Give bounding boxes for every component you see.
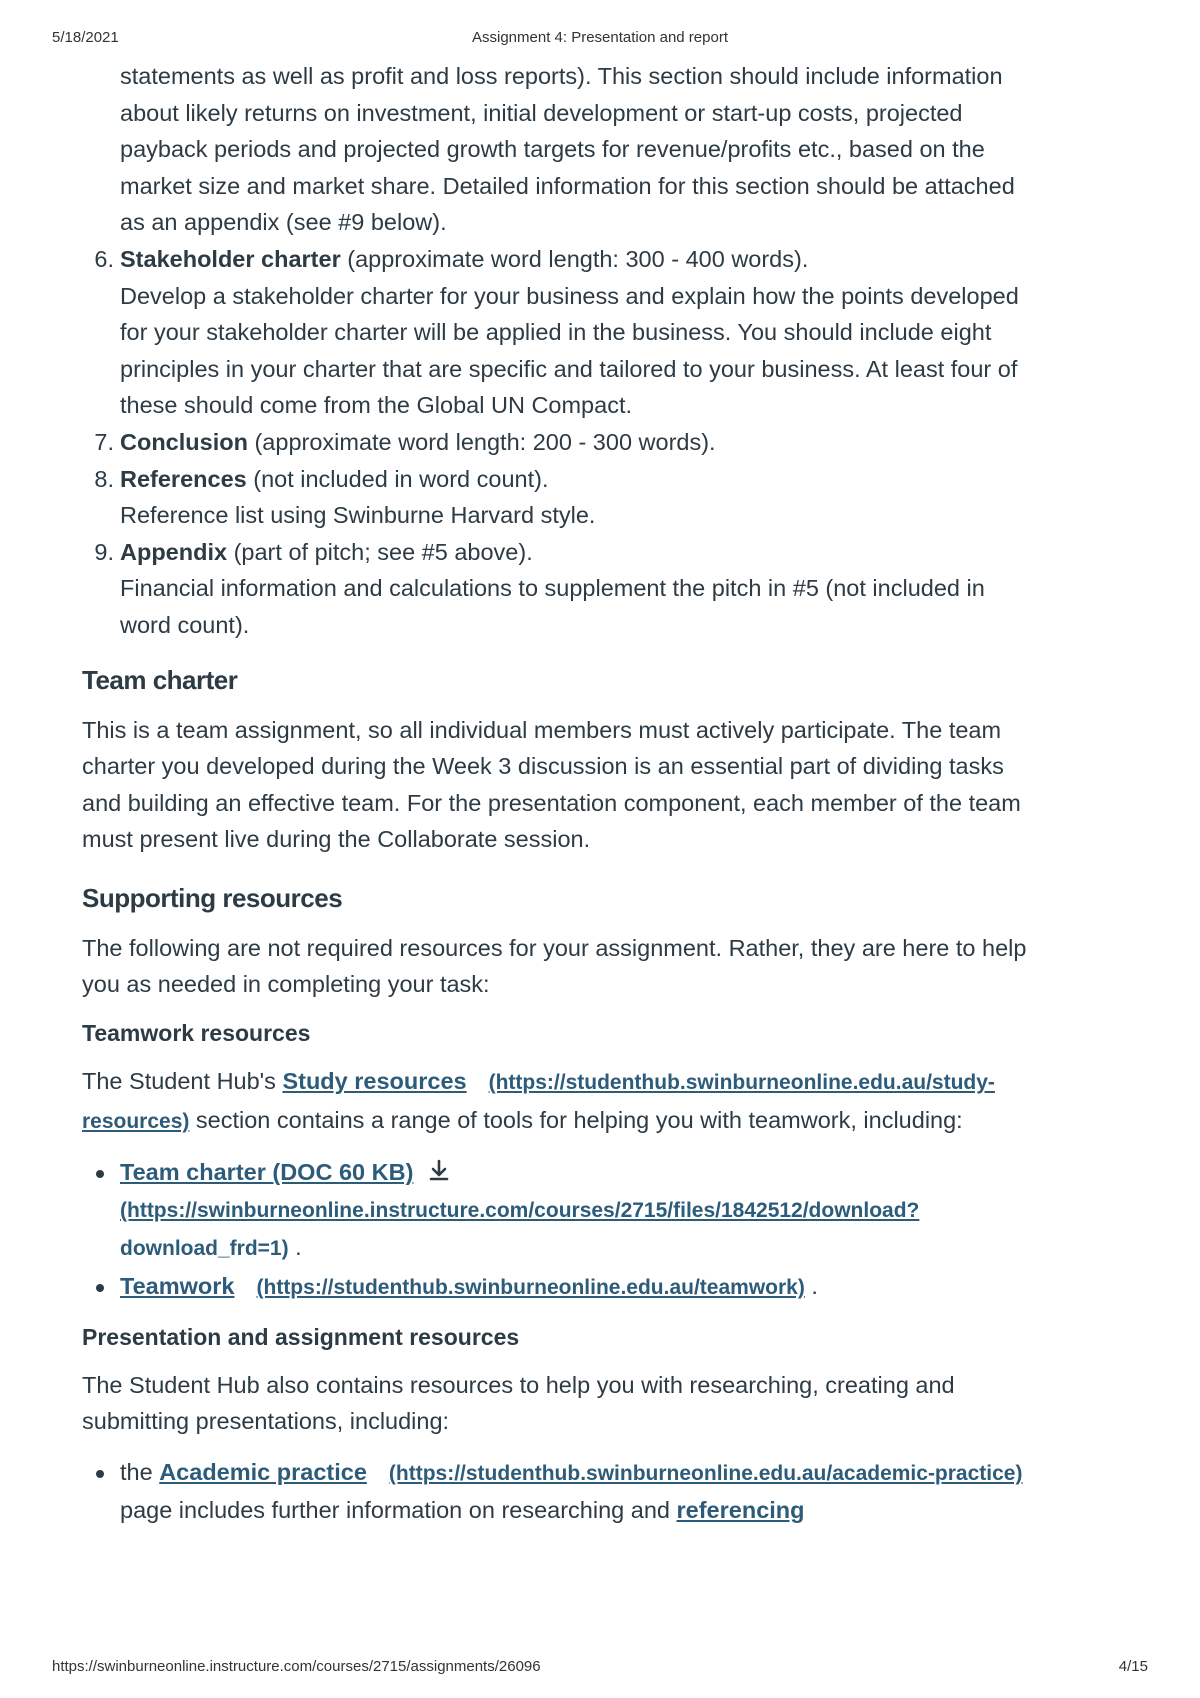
text-line: about likely returns on investment, initial development or start-up costs, projected bbox=[120, 99, 963, 126]
print-footer bbox=[52, 1658, 1148, 1678]
text-line: Reference list using Swinburne Harvard style. bbox=[120, 502, 596, 529]
print-title: Assignment 4: Presentation and report bbox=[472, 29, 728, 46]
team-charter-url-link-cont[interactable]: download_frd=1) bbox=[120, 1237, 289, 1261]
list-item-references bbox=[82, 461, 1082, 534]
text-line: payback periods and projected growth targets for revenue/profits etc., based on the bbox=[120, 136, 985, 163]
text-line: word count). bbox=[120, 611, 250, 638]
text-line: for your stakeholder charter will be applied in the business. You should include eight bbox=[120, 319, 992, 346]
text-line: must present live during the Collaborate session. bbox=[82, 826, 591, 853]
item-number: 9. bbox=[94, 538, 114, 565]
page-number: 4/15 bbox=[1118, 1658, 1148, 1675]
study-resources-url-link[interactable]: (https://studenthub.swinburneonline.edu.au/study- bbox=[488, 1071, 995, 1095]
item-number: 6. bbox=[94, 245, 114, 272]
teamwork-url-link[interactable]: (https://studenthub.swinburneonline.edu.au/teamwork) bbox=[256, 1276, 805, 1300]
list-item-appendix bbox=[82, 534, 1082, 644]
presentation-paragraph bbox=[82, 1367, 1082, 1440]
list-item bbox=[82, 1154, 1082, 1268]
referencing-link[interactable]: referencing bbox=[676, 1497, 805, 1524]
text-line: statements as well as profit and loss reports). This section should include information bbox=[120, 63, 1003, 89]
text-line: and building an effective team. For the presentation component, each member of the team bbox=[82, 789, 1021, 816]
print-date: 5/18/2021 bbox=[52, 29, 119, 46]
text-line: This is a team assignment, so all individual members must actively participate. The team bbox=[82, 716, 1002, 743]
text-fragment: the bbox=[120, 1458, 160, 1485]
teamwork-paragraph bbox=[82, 1063, 1082, 1140]
supporting-paragraph bbox=[82, 930, 1082, 1003]
heading-team-charter: Team charter bbox=[82, 664, 238, 695]
bullet-dot bbox=[96, 1470, 104, 1478]
item-title: Stakeholder charter bbox=[120, 245, 341, 272]
text-line: these should come from the Global UN Compact. bbox=[120, 392, 633, 419]
list-item bbox=[82, 1454, 1082, 1529]
study-resources-url-link-cont[interactable]: resources) bbox=[82, 1109, 190, 1133]
item-number: 7. bbox=[94, 428, 114, 455]
list-item-conclusion bbox=[82, 424, 1082, 461]
text-line: The following are not required resources for your assignment. Rather, they are here to help bbox=[82, 934, 1027, 961]
team-charter-paragraph bbox=[82, 712, 1082, 858]
text-line: Financial information and calculations to supplement the pitch in #5 (not included in bbox=[120, 575, 985, 602]
text-fragment: The Student Hub's bbox=[82, 1068, 283, 1095]
item-title: Appendix bbox=[120, 538, 228, 565]
list-item bbox=[82, 1268, 1082, 1307]
presentation-resource-list bbox=[82, 1454, 1082, 1529]
item-title: References bbox=[120, 465, 247, 492]
item-5-continuation bbox=[82, 58, 1082, 241]
item-meta: (approximate word length: 200 - 300 words). bbox=[247, 428, 716, 455]
text-line: you as needed in completing your task: bbox=[82, 971, 490, 998]
heading-presentation-resources: Presentation and assignment resources bbox=[82, 1323, 520, 1350]
text-line: principles in your charter that are specific and tailored to your business. At least four of bbox=[120, 355, 1018, 382]
text-line: Develop a stakeholder charter for your business and explain how the points developed bbox=[120, 282, 1019, 309]
bullet-dot bbox=[96, 1284, 104, 1292]
text-line: market size and market share. Detailed information for this section should be attached bbox=[120, 172, 1015, 199]
text-fragment: section contains a range of tools for helping you with teamwork, including: bbox=[189, 1106, 963, 1133]
academic-practice-url-link[interactable]: (https://studenthub.swinburneonline.edu.au/academic-practice) bbox=[388, 1461, 1023, 1485]
text-line: charter you developed during the Week 3 discussion is an essential part of dividing tasks bbox=[82, 753, 1004, 780]
text-fragment: . bbox=[288, 1234, 302, 1261]
text-line: submitting presentations, including: bbox=[82, 1408, 450, 1435]
text-line: The Student Hub also contains resources to help you with researching, creating and bbox=[82, 1371, 955, 1398]
item-meta: (part of pitch; see #5 above). bbox=[227, 538, 533, 565]
text-fragment: page includes further information on researching and bbox=[120, 1497, 677, 1524]
bullet-dot bbox=[96, 1170, 104, 1178]
print-header bbox=[52, 29, 1148, 49]
team-charter-download-link[interactable]: Team charter (DOC 60 KB) bbox=[120, 1159, 414, 1186]
item-meta: (approximate word length: 300 - 400 words). bbox=[340, 245, 809, 272]
print-url: https://swinburneonline.instructure.com/courses/2715/assignments/26096 bbox=[52, 1658, 541, 1675]
item-title: Conclusion bbox=[120, 428, 248, 455]
study-resources-link[interactable]: Study resources bbox=[282, 1068, 467, 1095]
academic-practice-link[interactable]: Academic practice bbox=[159, 1458, 367, 1485]
teamwork-link[interactable]: Teamwork bbox=[120, 1273, 235, 1300]
heading-supporting-resources: Supporting resources bbox=[82, 882, 343, 913]
team-charter-url-link[interactable]: (https://swinburneonline.instructure.com/courses/2715/files/1842512/download? bbox=[120, 1198, 920, 1222]
heading-teamwork-resources: Teamwork resources bbox=[82, 1020, 311, 1047]
teamwork-resource-list bbox=[82, 1154, 1082, 1306]
download-icon[interactable] bbox=[426, 1158, 452, 1184]
list-item-stakeholder-charter bbox=[82, 241, 1082, 424]
text-fragment: . bbox=[804, 1273, 818, 1300]
item-number: 8. bbox=[94, 465, 114, 492]
item-meta: (not included in word count). bbox=[246, 465, 549, 492]
assignment-content bbox=[82, 58, 1082, 1529]
text-line: as an appendix (see #9 below). bbox=[120, 209, 447, 236]
